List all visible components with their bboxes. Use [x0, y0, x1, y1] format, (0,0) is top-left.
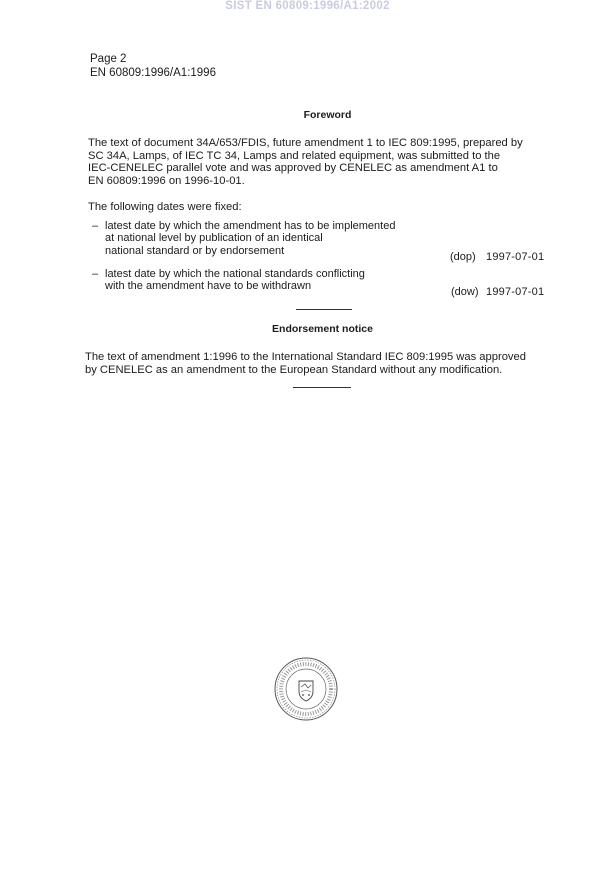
date-item-line: latest date by which the national standards conflicting	[105, 268, 365, 280]
date-item-line: latest date by which the amendment has to be implemented	[105, 220, 396, 232]
date-code-dow: (dow)	[451, 286, 479, 298]
date-item-line: national standard or by endorsement	[105, 244, 285, 257]
endorsement-title: Endorsement notice	[272, 323, 373, 335]
date-value-dow: 1997-07-01	[486, 286, 545, 298]
endorsement-paragraph	[85, 351, 560, 376]
dates-intro: The following dates were fixed:	[88, 201, 242, 213]
date-code-dop: (dop)	[450, 251, 476, 263]
standard-reference: EN 60809:1996/A1:1996	[90, 67, 216, 79]
endorsement-line: by CENELEC as an amendment to the European Standard without any modification.	[85, 363, 503, 376]
foreword-line: EN 60809:1996 on 1996-10-01.	[88, 174, 245, 187]
date-item-dop	[105, 220, 395, 257]
foreword-line: SC 34A, Lamps, of IEC TC 34, Lamps and related equipment, was submitted to the	[88, 149, 501, 162]
foreword-line: IEC-CENELEC parallel vote and was approved by CENELEC as amendment A1 to	[88, 162, 498, 175]
list-dash: –	[92, 268, 99, 280]
watermark: SIST EN 60809:1996/A1:2002	[225, 0, 390, 12]
foreword-line: The text of document 34A/653/FDIS, future amendment 1 to IEC 809:1995, prepared by	[88, 137, 523, 149]
date-item-line: at national level by publication of an identical	[105, 232, 323, 245]
date-value-dop: 1997-07-01	[486, 251, 545, 263]
official-seal-icon	[273, 656, 339, 722]
section-divider	[296, 309, 352, 310]
list-dash: –	[92, 220, 99, 232]
endorsement-line: The text of amendment 1:1996 to the International Standard IEC 809:1995 was approved	[85, 351, 526, 363]
date-item-dow	[105, 268, 365, 293]
foreword-paragraph	[88, 137, 562, 187]
end-divider	[293, 387, 351, 388]
foreword-title: Foreword	[303, 109, 352, 121]
date-item-line: with the amendment have to be withdrawn	[105, 280, 312, 293]
page-number: Page 2	[90, 53, 127, 65]
